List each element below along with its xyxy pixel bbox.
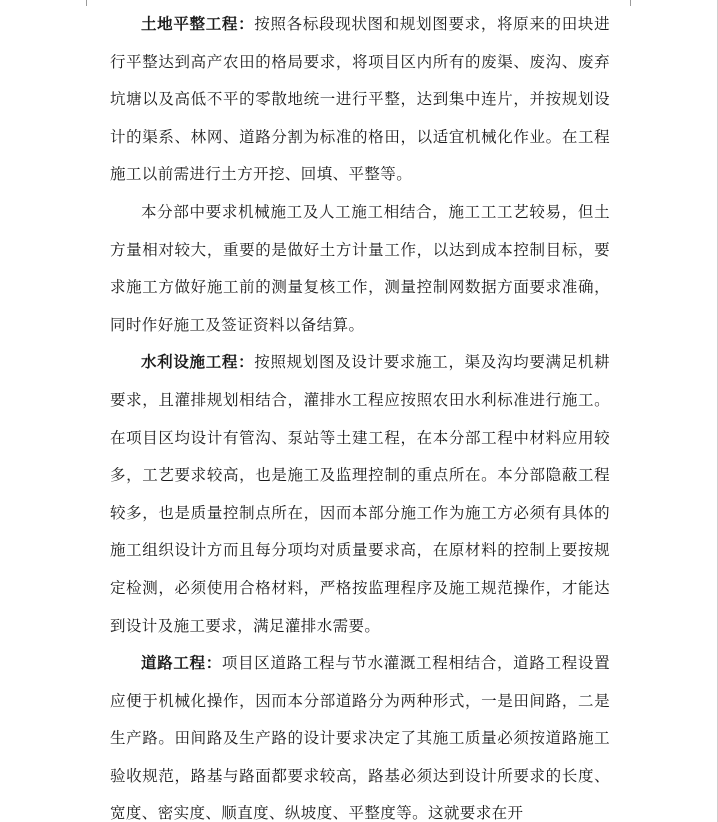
paragraph-heading: 道路工程： (141, 654, 222, 673)
crop-mark-top-right (630, 0, 631, 6)
paragraph-heading: 土地平整工程： (141, 15, 255, 33)
paragraph-mechanical-construction (110, 194, 610, 344)
paragraph-text: 项目区道路工程与节水灌溉工程相结合，道路工程设置应便于机械化操作，因而本分部道路分为两种形式，一是田间路，二是生产路。田间路及生产路的设计要求决定了其施工质量必须按道路施工验收规范，路基与路面都要求较高，路基必须达到设计所要求的长度、宽度、密实度、顺直度、纵坡度、平整度等。这就要求在开 (110, 654, 610, 822)
paragraph-text: 按照各标段现状图和规划图要求，将原来的田块进行平整达到高产农田的格局要求，将项目区内所有的废渠、废沟、废弃坑塘以及高低不平的零散地统一进行平整，达到集中连片，并按规划设计的渠系、林网、道路分割为标准的格田，以适宜机械化作业。在工程施工以前需进行土方开挖、回填、平整等。 (110, 15, 610, 184)
paragraph-heading: 水利设施工程： (141, 353, 255, 372)
paragraph-road-works (110, 645, 610, 822)
crop-mark-top-left (86, 0, 87, 6)
paragraph-water-facilities (110, 344, 610, 645)
document-body (110, 6, 610, 822)
paragraph-land-leveling (110, 6, 610, 194)
paragraph-text: 本分部中要求机械施工及人工施工相结合，施工工工艺较易，但土方量相对较大，重要的是做好土方计量工作，以达到成本控制目标，要求施工方做好施工前的测量复核工作，测量控制网数据方面要求准确，同时作好施工及签证资料以备结算。 (110, 202, 610, 334)
paragraph-text: 按照规划图及设计要求施工，渠及沟均要满足机耕要求，且灌排规划相结合，灌排水工程应按照农田水利标准进行施工。在项目区均设计有管沟、泵站等土建工程，在本分部工程中材料应用较多，工艺要求较高，也是施工及监理控制的重点所在。本分部隐蔽工程较多，也是质量控制点所在，因而本部分施工作为施工方必须有具体的施工组织设计方而且每分项均对质量要求高，在原材料的控制上要按规定检测，必须使用合格材料，严格按监理程序及施工规范操作，才能达到设计及施工要求，满足灌排水需要。 (110, 353, 610, 635)
